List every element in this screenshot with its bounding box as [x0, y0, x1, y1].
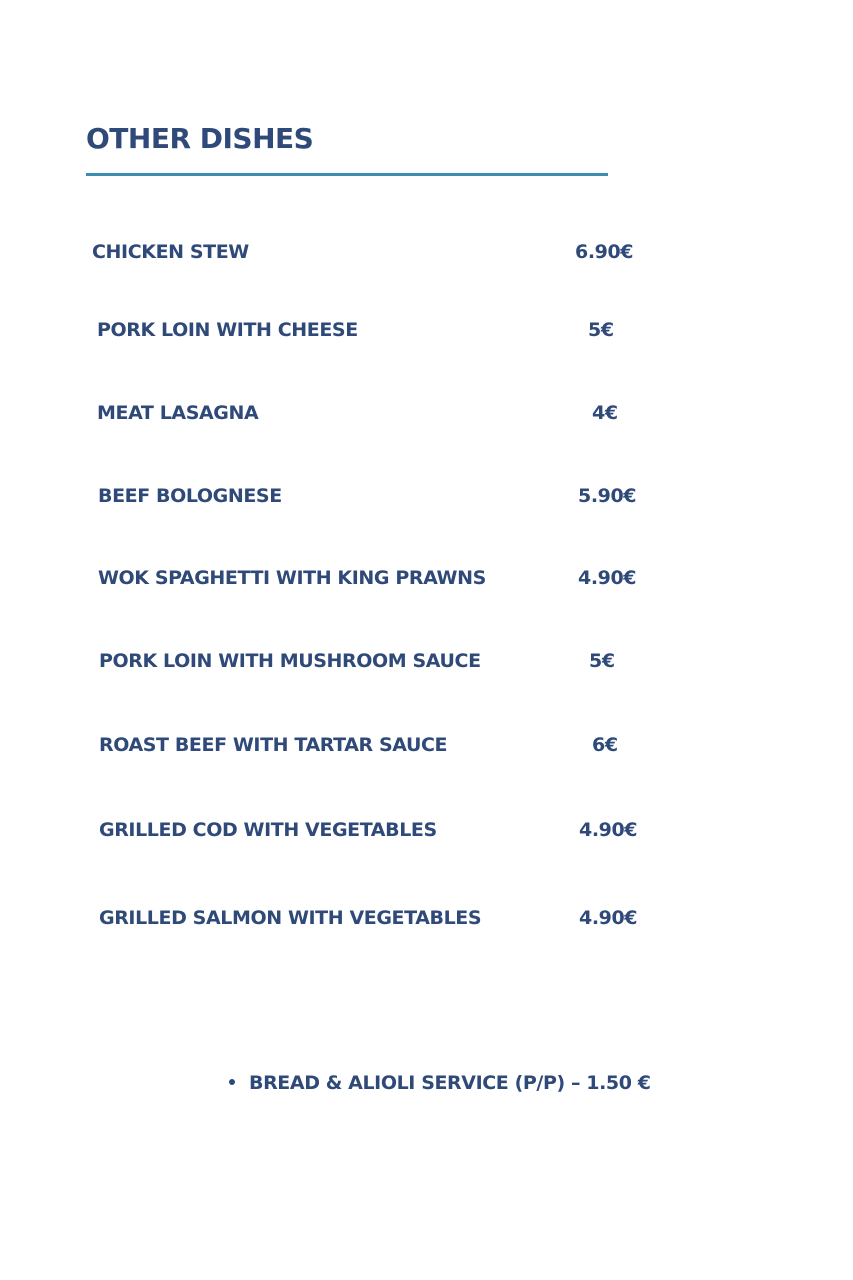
menu-item: [0, 650, 853, 680]
bullet-icon: [229, 1079, 235, 1085]
menu-item-price: 4.90€: [579, 907, 638, 929]
menu-item-name: ROAST BEEF WITH TARTAR SAUCE: [99, 734, 448, 756]
menu-item-name: WOK SPAGHETTI WITH KING PRAWNS: [98, 567, 486, 589]
menu-item-name: GRILLED COD WITH VEGETABLES: [99, 819, 437, 841]
menu-item: [0, 485, 853, 515]
menu-item: [0, 402, 853, 432]
title-divider: [86, 173, 608, 176]
menu-item-price: 4.90€: [578, 567, 637, 589]
menu-item-name: PORK LOIN WITH MUSHROOM SAUCE: [99, 650, 481, 672]
menu-item-price: 6.90€: [575, 241, 634, 263]
menu-item: [0, 319, 853, 349]
menu-item-name: CHICKEN STEW: [92, 241, 249, 263]
bread-service-note: [229, 1072, 651, 1094]
menu-item-price: 4.90€: [579, 819, 638, 841]
menu-item-price: 5€: [588, 319, 614, 341]
menu-item: [0, 734, 853, 764]
page-title: OTHER DISHES: [86, 122, 314, 155]
menu-item: [0, 907, 853, 937]
menu-item: [0, 567, 853, 597]
menu-item-name: MEAT LASAGNA: [97, 402, 259, 424]
service-note-text: BREAD & ALIOLI SERVICE (P/P) – 1.50 €: [249, 1072, 651, 1094]
menu-item-name: GRILLED SALMON WITH VEGETABLES: [99, 907, 482, 929]
menu-item-price: 5.90€: [578, 485, 637, 507]
menu-item-name: BEEF BOLOGNESE: [98, 485, 282, 507]
menu-item-price: 4€: [592, 402, 618, 424]
menu-item-name: PORK LOIN WITH CHEESE: [97, 319, 358, 341]
menu-item: [0, 819, 853, 849]
menu-item: [0, 241, 853, 271]
menu-item-price: 5€: [589, 650, 615, 672]
menu-item-price: 6€: [592, 734, 618, 756]
